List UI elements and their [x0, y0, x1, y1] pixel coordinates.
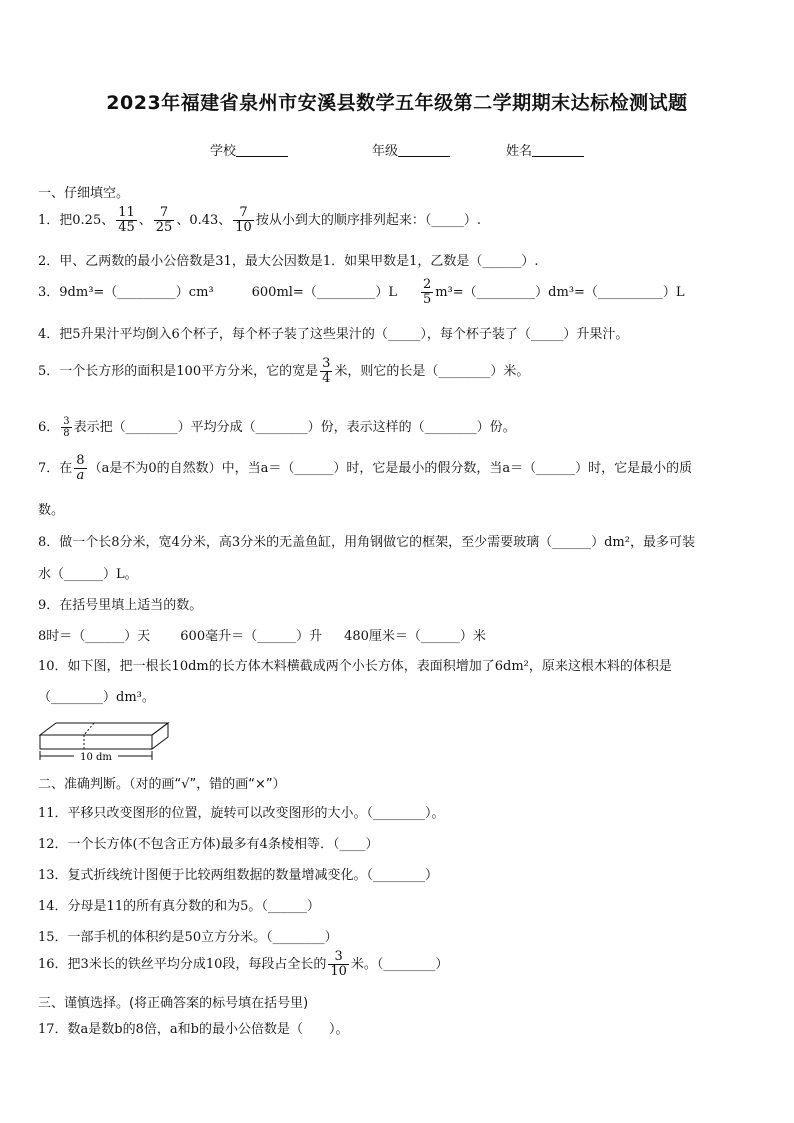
fraction: $\frac{7}{10}$	[235, 205, 252, 235]
question-10: 10．如下图，把一根长10dm的长方体木料横截成两个小长方体，表面积增加了6dm²，原来这根木料的体积是	[38, 659, 672, 674]
question-14: 14．分母是11的所有真分数的和为5。（______）	[38, 899, 320, 914]
grade-blank[interactable]	[398, 143, 450, 157]
question-7-continued: 数。	[38, 503, 65, 518]
question-15: 15．一部手机的体积约是50立方分米。（________）	[38, 930, 338, 945]
question-4: 4．把5升果汁平均倒入6个杯子，每个杯子装了这些果汁的（_____），每个杯子装了（_____）升果汁。	[38, 327, 629, 342]
fraction: $\frac{8}{a}$	[76, 453, 85, 483]
question-7: 7．在 $\frac{8}{a}$ （a是不为0的自然数）中，当a＝（______）时，它是最小的假分数，当a＝（______）时，它是最小的质	[38, 453, 693, 483]
fraction: $\frac{11}{45}$	[118, 205, 135, 235]
question-8-continued: 水（______）L。	[38, 567, 138, 582]
question-3: 3．9dm³=（_________）cm³ 600ml=（_________）L $\frac{2}{5}$ m³=（_________）dm³=（__________）L	[38, 277, 685, 307]
question-1: 1．把0.25、 $\frac{11}{45}$ 、 $\frac{7}{25}$ 、0.43、 $\frac{7}{10}$ 按从小到大的顺序排列起来：（_____）.	[38, 205, 481, 235]
question-10-continued: （________）dm³。	[38, 690, 155, 705]
fraction: $\frac{3}{10}$	[330, 949, 347, 979]
name-blank[interactable]	[532, 143, 584, 157]
question-16: 16．把3米长的铁丝平均分成10段，每段占全长的 $\frac{3}{10}$ 米。（________）	[38, 949, 449, 979]
dimension-label: 10 dm	[80, 752, 112, 763]
question-9: 9．在括号里填上适当的数。	[38, 598, 203, 613]
question-12: 12．一个长方体(不包含正方体)最多有4条棱相等．（____）	[38, 837, 379, 852]
school-blank[interactable]	[236, 143, 288, 157]
question-13: 13．复式折线统计图便于比较两组数据的数量增减变化。（________）	[38, 868, 439, 883]
name-field: 姓名	[506, 140, 584, 159]
fraction: $\frac{7}{25}$	[155, 205, 173, 235]
grade-field: 年级	[372, 140, 450, 159]
cuboid-figure	[36, 718, 172, 766]
question-2: 2．甲、乙两数的最小公倍数是31，最大公因数是1．如果甲数是1，乙数是（______）.	[38, 254, 539, 269]
school-field: 学校	[210, 140, 288, 159]
question-9-blanks: 8时＝（______）天 600毫升＝（______）升 480厘米＝（______）米	[38, 629, 486, 644]
fraction: $\frac{3}{4}$	[322, 356, 331, 386]
section-heading-2: 二、准确判断。（对的画“√”，错的画“×”）	[38, 777, 286, 792]
page-title: 2023年福建省泉州市安溪县数学五年级第二学期期末达标检测试题	[106, 92, 688, 114]
fraction: $\frac{2}{5}$	[422, 277, 432, 307]
question-17: 17．数a是数b的8倍，a和b的最小公倍数是（ ）。	[38, 1022, 349, 1037]
section-heading-3: 三、谨慎选择。(将正确答案的标号填在括号里)	[38, 996, 309, 1011]
question-5: 5．一个长方形的面积是100平方分米，它的宽是 $\frac{3}{4}$ 米，则它的长是（________）米。	[38, 356, 530, 386]
section-heading-1: 一、仔细填空。	[38, 186, 130, 201]
fraction: $\frac{3}{8}$	[63, 416, 70, 439]
question-11: 11．平移只改变图形的位置，旋转可以改变图形的大小。（________）。	[38, 806, 445, 821]
question-6: 6． $\frac{3}{8}$ 表示把（________）平均分成（________）份，表示这样的（________）份。	[38, 416, 516, 439]
question-8: 8．做一个长8分米，宽4分米，高3分米的无盖鱼缸，用角钢做它的框架，至少需要玻璃（______）dm²，最多可装	[38, 535, 695, 550]
